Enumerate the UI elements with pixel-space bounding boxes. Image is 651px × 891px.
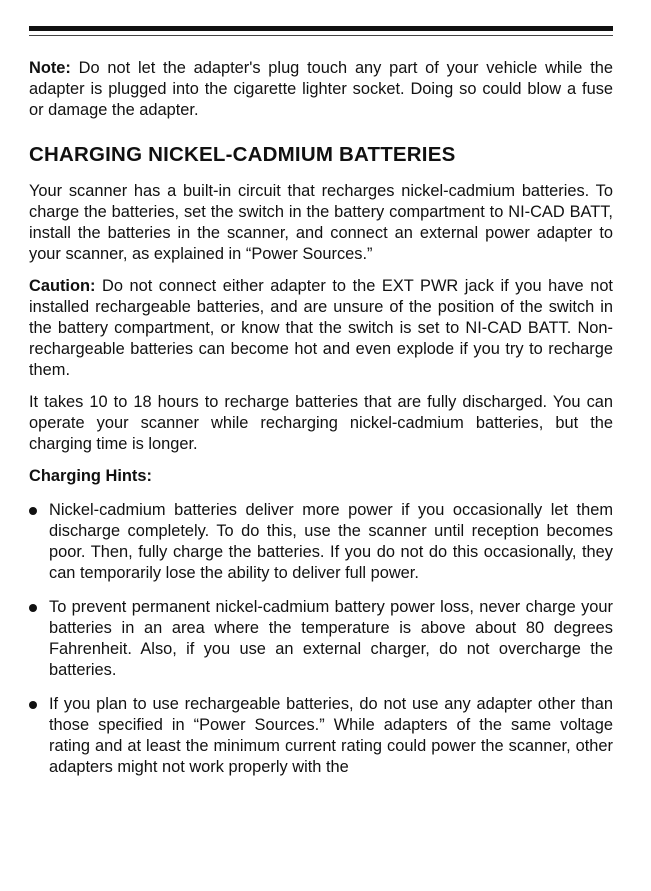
bullet-icon: [29, 604, 37, 612]
caution-text: Do not connect either adapter to the EXT PWR jack if you have not installed rechargeable batteries, and are unsure of the position of the switch in the battery compartment, or know that the switch is set to NI-CAD BATT. Non-rechargeable batteries can become hot and even explode if you try to recharge them.: [29, 277, 613, 379]
caution-paragraph: [29, 276, 613, 381]
hint-text: To prevent permanent nickel-cadmium battery power loss, never charge your batteries in an area where the temperature is above about 80 degrees Fahrenheit. Also, if you use an external charger, do not overcharge the batteries.: [49, 598, 613, 679]
hints-list: [29, 500, 613, 778]
note-label: Note:: [29, 59, 71, 77]
note-paragraph: [29, 58, 613, 121]
hint-text: Nickel-cadmium batteries deliver more power if you occasionally let them discharge completely. To do this, use the scanner until reception becomes poor. Then, fully charge the batteries. If you do not do this occasionally, they can temporarily lose the ability to deliver full power.: [49, 501, 613, 582]
page-content: [29, 58, 613, 791]
bullet-icon: [29, 507, 37, 515]
intro-paragraph: Your scanner has a built-in circuit that recharges nickel-cadmium batteries. To charge the batteries, set the switch in the battery compartment to NI-CAD BATT, install the batteries in the scanner, and connect an external power adapter to your scanner, as explained in “Power Sources.”: [29, 182, 613, 263]
header-rule-thick: [29, 26, 613, 31]
charge-time-paragraph: It takes 10 to 18 hours to recharge batteries that are fully discharged. You can operate your scanner while recharging nickel-cadmium batteries, but the charging time is longer.: [29, 393, 613, 453]
list-item: [29, 597, 613, 681]
bullet-icon: [29, 701, 37, 709]
hints-heading: Charging Hints:: [29, 467, 152, 485]
header-rule-thin: [29, 35, 613, 36]
note-text: Do not let the adapter's plug touch any part of your vehicle while the adapter is plugged into the cigarette lighter socket. Doing so could blow a fuse or damage the adapter.: [29, 59, 613, 119]
list-item: [29, 500, 613, 584]
section-heading: CHARGING NICKEL-CADMIUM BATTERIES: [29, 143, 456, 166]
caution-label: Caution:: [29, 277, 96, 295]
list-item: [29, 694, 613, 778]
hint-text: If you plan to use rechargeable batteries, do not use any adapter other than those specified in “Power Sources.” While adapters of the same voltage rating and at least the minimum current rating could power the scanner, other adapters might not work properly with the: [49, 695, 613, 776]
